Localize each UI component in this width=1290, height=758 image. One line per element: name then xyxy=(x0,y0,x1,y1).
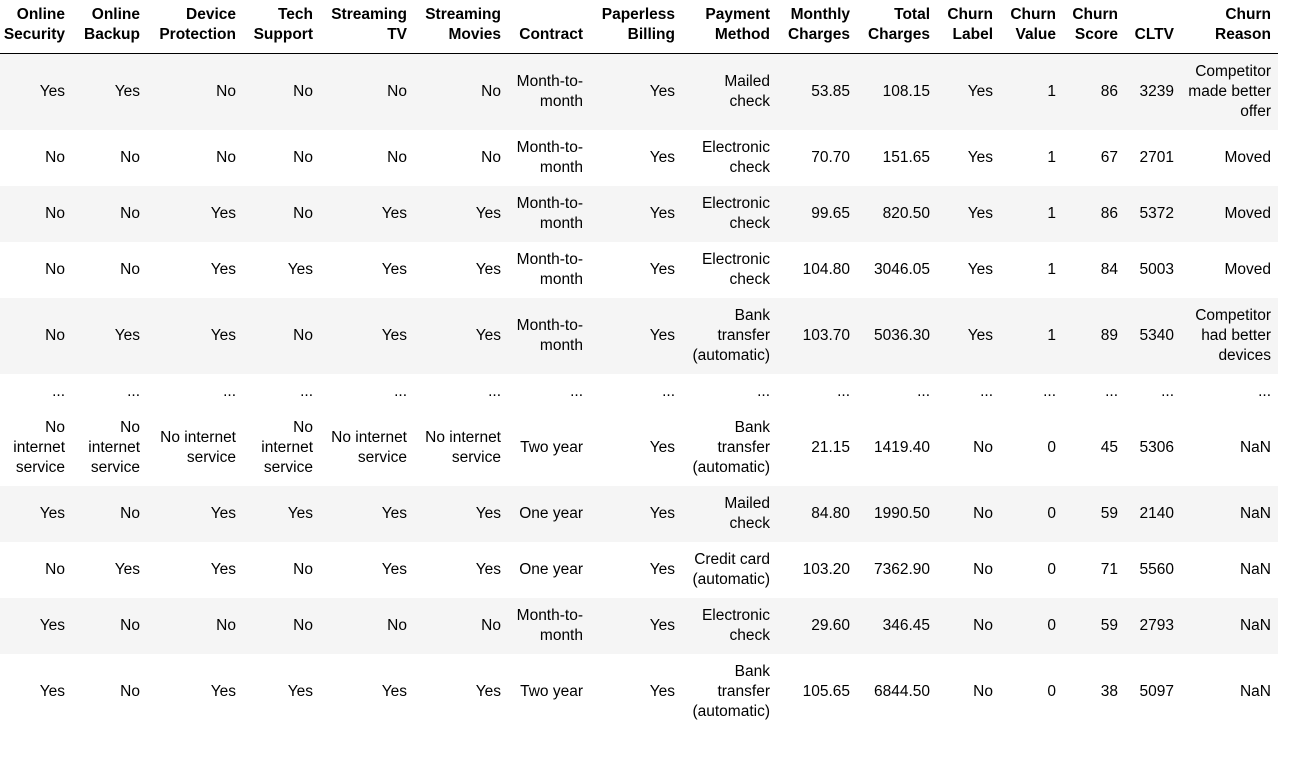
column-header-churn-label: Churn Label xyxy=(937,0,1000,54)
column-header-churn-value: Churn Value xyxy=(1000,0,1063,54)
column-header-churn-score: Churn Score xyxy=(1063,0,1125,54)
table-cell-churn-value: 1 xyxy=(1000,186,1063,242)
column-header-total-charges: Total Charges xyxy=(857,0,937,54)
table-cell-tech-support: No internet service xyxy=(243,410,320,486)
table-cell-cltv: 5372 xyxy=(1125,186,1181,242)
table-cell-monthly-charges: 29.60 xyxy=(777,598,857,654)
table-cell-churn-label: No xyxy=(937,542,1000,598)
table-cell-cltv: 2140 xyxy=(1125,486,1181,542)
table-cell-churn-score: 59 xyxy=(1063,598,1125,654)
table-cell-paperless-billing: Yes xyxy=(590,598,682,654)
table-cell-paperless-billing: Yes xyxy=(590,298,682,374)
table-cell-total-charges: 5036.30 xyxy=(857,298,937,374)
table-cell-device-protection: No xyxy=(147,598,243,654)
table-cell-tech-support: No xyxy=(243,298,320,374)
table-cell-tech-support: Yes xyxy=(287,261,313,278)
table-cell-cltv: 3239 xyxy=(1125,54,1181,131)
table-cell-contract: Two year xyxy=(508,654,590,730)
table-cell-streaming-tv: Yes xyxy=(320,298,414,374)
table-cell-online-backup: Yes xyxy=(72,542,147,598)
table-cell-total-charges: 3046.05 xyxy=(873,261,930,278)
table-row xyxy=(0,130,1278,186)
ellipsis-cell: ... xyxy=(777,374,857,410)
table-cell-churn-label: Yes xyxy=(937,186,1000,242)
table-cell-monthly-charges: 84.80 xyxy=(777,486,857,542)
table-cell-cltv: 2701 xyxy=(1139,149,1174,166)
table-cell-paperless-billing: Yes xyxy=(590,410,682,486)
table-cell-churn-label: Yes xyxy=(937,298,1000,374)
ellipsis-cell: ... xyxy=(0,374,72,410)
table-cell-payment-method: Bank transfer (automatic) xyxy=(682,298,777,374)
table-cell-churn-value: 0 xyxy=(1000,542,1063,598)
table-cell-contract: Month-to-month xyxy=(508,298,590,374)
table-cell-payment-method: Electronic check xyxy=(682,598,777,654)
table-cell-streaming-movies: No internet service xyxy=(414,410,508,486)
table-cell-cltv: 2793 xyxy=(1125,598,1181,654)
table-cell-streaming-tv: No xyxy=(387,149,407,166)
ellipsis-cell: ... xyxy=(1000,374,1063,410)
table-cell-online-security: No xyxy=(45,149,65,166)
table-cell-total-charges: 346.45 xyxy=(857,598,937,654)
table-cell-payment-method: Bank transfer (automatic) xyxy=(682,410,777,486)
table-cell-streaming-movies: No xyxy=(414,598,508,654)
table-cell-device-protection: Yes xyxy=(147,186,243,242)
table-cell-churn-value: 1 xyxy=(1000,54,1063,131)
ellipsis-cell: ... xyxy=(857,374,937,410)
table-cell-churn-label: Yes xyxy=(967,261,993,278)
table-cell-streaming-movies: No xyxy=(481,149,501,166)
table-cell-payment-method: Mailed check xyxy=(682,486,777,542)
table-cell-churn-score: 38 xyxy=(1063,654,1125,730)
table-cell-churn-value: 0 xyxy=(1000,486,1063,542)
table-cell-churn-score: 84 xyxy=(1100,261,1118,278)
table-cell-paperless-billing: Yes xyxy=(649,261,675,278)
table-cell-cltv: 5340 xyxy=(1125,298,1181,374)
table-cell-contract: Month-to-month xyxy=(508,54,590,131)
table-cell-total-charges: 1990.50 xyxy=(857,486,937,542)
table-cell-online-security: No internet service xyxy=(0,410,72,486)
table-cell-tech-support: No xyxy=(243,542,320,598)
table-cell-churn-value: 0 xyxy=(1000,410,1063,486)
table-cell-online-security: No xyxy=(0,298,72,374)
table-cell-cltv: 5560 xyxy=(1125,542,1181,598)
table-cell-churn-reason: Competitor had better devices xyxy=(1181,298,1278,374)
table-cell-online-security: Yes xyxy=(0,598,72,654)
table-cell-churn-reason: Competitor made better offer xyxy=(1181,54,1278,131)
table-cell-device-protection: No internet service xyxy=(147,410,243,486)
table-cell-churn-value: 1 xyxy=(1047,149,1056,166)
ellipsis-cell: ... xyxy=(590,374,682,410)
table-cell-online-security: No xyxy=(0,186,72,242)
table-cell-streaming-movies: No xyxy=(414,54,508,131)
table-cell-online-backup: No xyxy=(120,149,140,166)
column-header-contract: Contract xyxy=(508,0,590,54)
table-cell-churn-score: 67 xyxy=(1100,149,1118,166)
column-header-online-security: Online Security xyxy=(0,0,72,54)
table-cell-payment-method: Electronic check xyxy=(682,186,777,242)
table-row xyxy=(0,242,1278,298)
table-cell-streaming-movies: Yes xyxy=(414,486,508,542)
table-cell-device-protection: Yes xyxy=(147,486,243,542)
table-cell-online-backup: Yes xyxy=(72,54,147,131)
table-cell-device-protection: No xyxy=(216,149,236,166)
table-cell-contract: Month-to-month xyxy=(516,251,583,288)
table-cell-payment-method: Mailed check xyxy=(682,54,777,131)
table-cell-device-protection: Yes xyxy=(147,298,243,374)
table-cell-churn-score: 86 xyxy=(1063,54,1125,131)
table-cell-churn-value: 1 xyxy=(1000,298,1063,374)
table-cell-tech-support: Yes xyxy=(243,654,320,730)
table-cell-device-protection: Yes xyxy=(210,261,236,278)
table-cell-total-charges: 1419.40 xyxy=(857,410,937,486)
table-cell-churn-reason: NaN xyxy=(1181,598,1278,654)
ellipsis-row xyxy=(0,374,1278,410)
column-header-streaming-tv: Streaming TV xyxy=(320,0,414,54)
table-cell-streaming-tv: Yes xyxy=(320,186,414,242)
table-cell-online-backup: No xyxy=(120,261,140,278)
table-cell-paperless-billing: Yes xyxy=(590,654,682,730)
table-cell-monthly-charges: 105.65 xyxy=(777,654,857,730)
table-cell-churn-reason: Moved xyxy=(1224,261,1271,278)
table-cell-churn-label: Yes xyxy=(937,54,1000,131)
column-header-tech-support: Tech Support xyxy=(243,0,320,54)
table-body xyxy=(0,54,1278,731)
table-cell-contract: One year xyxy=(508,486,590,542)
table-row xyxy=(0,54,1278,131)
table-cell-contract: Month-to-month xyxy=(508,598,590,654)
table-cell-monthly-charges: 103.20 xyxy=(777,542,857,598)
table-cell-churn-label: No xyxy=(937,598,1000,654)
table-cell-online-backup: Yes xyxy=(72,298,147,374)
table-row xyxy=(0,186,1278,242)
table-cell-streaming-movies: Yes xyxy=(414,298,508,374)
table-cell-cltv: 5306 xyxy=(1125,410,1181,486)
column-header-payment-method: Payment Method xyxy=(682,0,777,54)
table-cell-total-charges: 6844.50 xyxy=(857,654,937,730)
table-cell-streaming-tv: Yes xyxy=(320,542,414,598)
column-header-churn-reason: Churn Reason xyxy=(1181,0,1278,54)
table-cell-churn-score: 89 xyxy=(1063,298,1125,374)
table-cell-churn-value: 0 xyxy=(1000,598,1063,654)
table-cell-online-security: Yes xyxy=(0,654,72,730)
table-cell-cltv: 5003 xyxy=(1139,261,1174,278)
ellipsis-cell: ... xyxy=(1063,374,1125,410)
table-cell-paperless-billing: Yes xyxy=(590,542,682,598)
column-header-device-protection: Device Protection xyxy=(147,0,243,54)
table-cell-monthly-charges: 53.85 xyxy=(777,54,857,131)
table-cell-streaming-tv: No xyxy=(320,598,414,654)
column-header-monthly-charges: Monthly Charges xyxy=(777,0,857,54)
table-cell-online-security: No xyxy=(45,261,65,278)
table-cell-online-security: Yes xyxy=(0,54,72,131)
table-cell-tech-support: No xyxy=(243,598,320,654)
table-cell-churn-score: 71 xyxy=(1063,542,1125,598)
table-cell-churn-label: No xyxy=(937,410,1000,486)
table-cell-churn-value: 0 xyxy=(1000,654,1063,730)
table-cell-total-charges: 108.15 xyxy=(857,54,937,131)
table-row xyxy=(0,542,1278,598)
table-cell-paperless-billing: Yes xyxy=(590,186,682,242)
table-cell-churn-value: 1 xyxy=(1047,261,1056,278)
table-cell-contract: One year xyxy=(508,542,590,598)
table-cell-streaming-tv: Yes xyxy=(320,486,414,542)
ellipsis-cell: ... xyxy=(72,374,147,410)
table-cell-online-security: No xyxy=(0,542,72,598)
ellipsis-cell: ... xyxy=(1181,374,1278,410)
table-cell-payment-method: Credit card (automatic) xyxy=(682,542,777,598)
table-cell-tech-support: No xyxy=(243,186,320,242)
table-row xyxy=(0,598,1278,654)
ellipsis-cell: ... xyxy=(937,374,1000,410)
header-row xyxy=(0,0,1278,54)
ellipsis-cell: ... xyxy=(682,374,777,410)
table-cell-online-backup: No xyxy=(72,486,147,542)
table-cell-payment-method: Electronic check xyxy=(701,139,770,176)
table-row xyxy=(0,298,1278,374)
table-cell-streaming-movies: Yes xyxy=(414,542,508,598)
table-cell-online-security: Yes xyxy=(0,486,72,542)
table-row xyxy=(0,654,1278,730)
table-cell-streaming-tv: No xyxy=(320,54,414,131)
ellipsis-cell: ... xyxy=(320,374,414,410)
table-cell-tech-support: No xyxy=(243,54,320,131)
table-cell-monthly-charges: 99.65 xyxy=(777,186,857,242)
table-cell-monthly-charges: 103.70 xyxy=(777,298,857,374)
table-cell-paperless-billing: Yes xyxy=(590,54,682,131)
table-cell-cltv: 5097 xyxy=(1125,654,1181,730)
table-row xyxy=(0,410,1278,486)
table-header xyxy=(0,0,1278,54)
table-cell-total-charges: 820.50 xyxy=(857,186,937,242)
table-cell-payment-method: Electronic check xyxy=(701,251,770,288)
table-cell-contract: Month-to-month xyxy=(516,139,583,176)
table-cell-churn-label: No xyxy=(937,486,1000,542)
ellipsis-cell: ... xyxy=(508,374,590,410)
table-cell-payment-method: Bank transfer (automatic) xyxy=(682,654,777,730)
table-cell-contract: Month-to-month xyxy=(508,186,590,242)
table-cell-churn-score: 86 xyxy=(1063,186,1125,242)
table-cell-streaming-tv: Yes xyxy=(320,654,414,730)
table-cell-churn-score: 45 xyxy=(1063,410,1125,486)
table-cell-monthly-charges: 70.70 xyxy=(811,149,850,166)
table-cell-streaming-movies: Yes xyxy=(475,261,501,278)
column-header-streaming-movies: Streaming Movies xyxy=(414,0,508,54)
column-header-paperless-billing: Paperless Billing xyxy=(590,0,682,54)
ellipsis-cell: ... xyxy=(243,374,320,410)
table-cell-online-backup: No internet service xyxy=(72,410,147,486)
table-cell-paperless-billing: Yes xyxy=(649,149,675,166)
table-cell-churn-reason: NaN xyxy=(1181,486,1278,542)
table-cell-churn-score: 59 xyxy=(1063,486,1125,542)
table-cell-streaming-tv: No internet service xyxy=(320,410,414,486)
table-row xyxy=(0,486,1278,542)
table-cell-total-charges: 7362.90 xyxy=(857,542,937,598)
table-cell-device-protection: Yes xyxy=(147,654,243,730)
ellipsis-cell: ... xyxy=(147,374,243,410)
table-cell-churn-reason: NaN xyxy=(1181,410,1278,486)
table-cell-tech-support: Yes xyxy=(243,486,320,542)
table-cell-churn-reason: NaN xyxy=(1181,654,1278,730)
table-cell-churn-label: Yes xyxy=(967,149,993,166)
table-cell-streaming-movies: Yes xyxy=(414,654,508,730)
table-cell-churn-reason: NaN xyxy=(1181,542,1278,598)
table-cell-churn-reason: Moved xyxy=(1224,149,1271,166)
table-cell-paperless-billing: Yes xyxy=(590,486,682,542)
ellipsis-cell: ... xyxy=(414,374,508,410)
table-cell-streaming-movies: Yes xyxy=(414,186,508,242)
table-cell-churn-label: No xyxy=(937,654,1000,730)
table-cell-device-protection: Yes xyxy=(147,542,243,598)
table-cell-device-protection: No xyxy=(147,54,243,131)
ellipsis-cell: ... xyxy=(1125,374,1181,410)
table-cell-churn-reason: Moved xyxy=(1181,186,1278,242)
column-header-cltv: CLTV xyxy=(1125,0,1181,54)
table-cell-monthly-charges: 21.15 xyxy=(777,410,857,486)
table-cell-total-charges: 151.65 xyxy=(882,149,930,166)
table-cell-tech-support: No xyxy=(293,149,313,166)
table-cell-online-backup: No xyxy=(72,186,147,242)
table-cell-online-backup: No xyxy=(72,598,147,654)
table-cell-contract: Two year xyxy=(508,410,590,486)
table-cell-monthly-charges: 104.80 xyxy=(802,261,850,278)
table-cell-online-backup: No xyxy=(72,654,147,730)
column-header-online-backup: Online Backup xyxy=(72,0,147,54)
table-cell-streaming-tv: Yes xyxy=(381,261,407,278)
